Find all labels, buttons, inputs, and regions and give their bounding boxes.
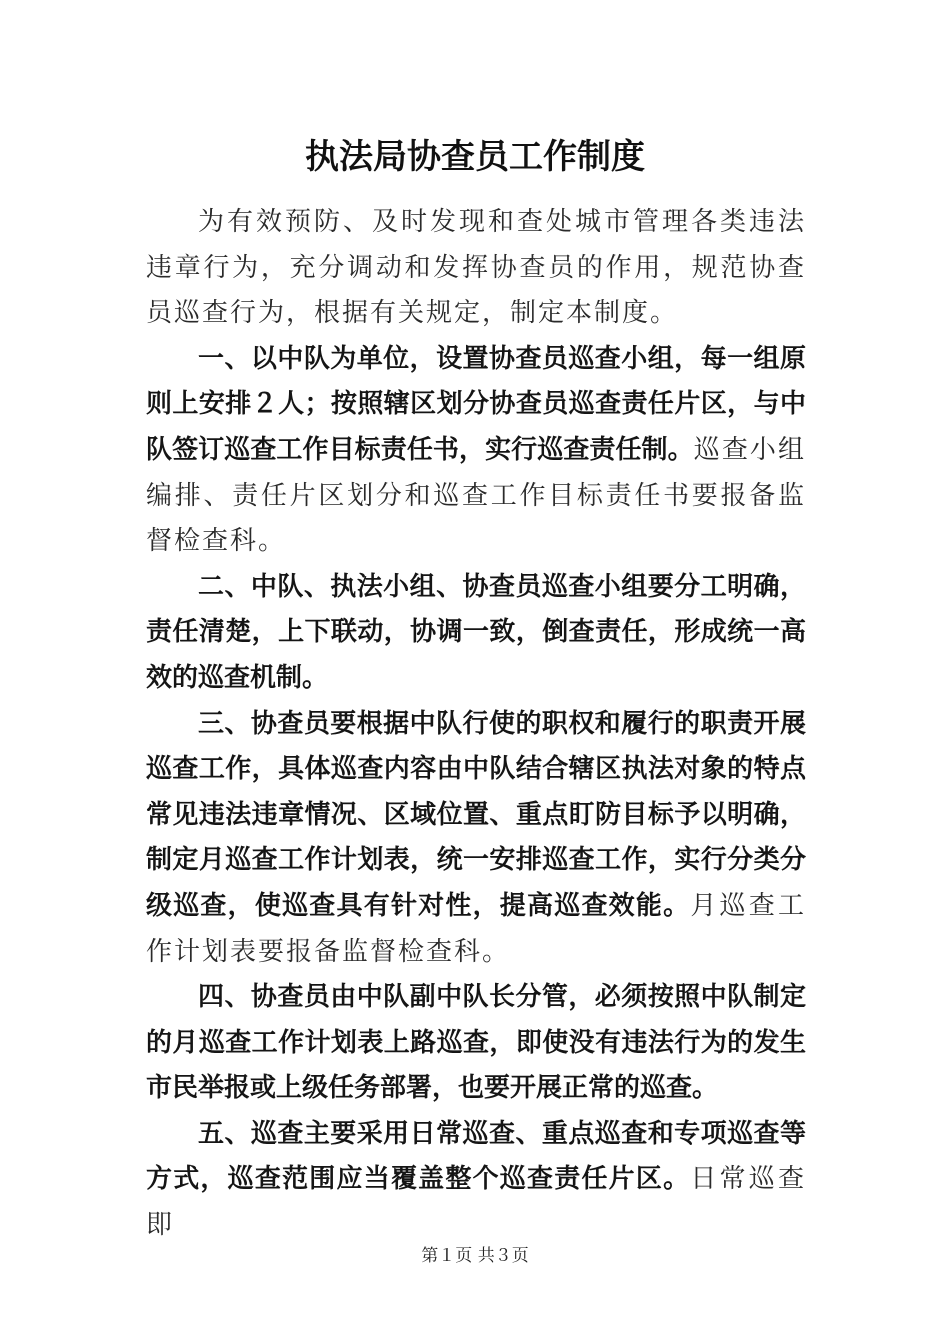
section-3-note: 月巡查工作计划表要报备监督检查科。	[146, 890, 806, 967]
section-3-paragraph	[146, 702, 806, 976]
section-1-main: 一、以中队为单位，设置协查员巡查小组，每一组原则上安排２人；按照辖区划分协查员巡查责任片区，与中队签订巡查工作目标责任书，实行巡查责任制。	[146, 343, 806, 465]
section-4-main: 四、协查员由中队副中队长分管，必须按照中队制定的月巡查工作计划表上路巡查，即使没有违法行为的发生市民举报或上级任务部署，也要开展正常的巡查。	[146, 982, 806, 1104]
document-body	[146, 200, 806, 1249]
section-4-paragraph	[146, 975, 806, 1112]
section-5-main: 五、巡查主要采用日常巡查、重点巡查和专项巡查等方式，巡查范围应当覆盖整个巡查责任片区。	[146, 1118, 806, 1195]
section-5-note: 日常巡查即	[146, 1164, 806, 1241]
section-5-paragraph	[146, 1112, 806, 1249]
section-1-note: 巡查小组编排、责任片区划分和巡查工作目标责任书要报备监督检查科。	[146, 434, 806, 557]
section-2-paragraph	[146, 565, 806, 702]
section-3-main: 三、协查员要根据中队行使的职权和履行的职责开展巡查工作，具体巡查内容由中队结合辖区执法对象的特点常见违法违章情况、区域位置、重点盯防目标予以明确，制定月巡查工作计划表，统一安排巡查工作，实行分类分级巡查，使巡查具有针对性，提高巡查效能。	[146, 708, 806, 921]
intro-paragraph: 为有效预防、及时发现和查处城市管理各类违法违章行为，充分调动和发挥协查员的作用，规范协查员巡查行为，根据有关规定，制定本制度。	[146, 207, 806, 329]
section-1-paragraph	[146, 337, 806, 565]
document-title: 执法局协查员工作制度	[305, 137, 645, 177]
page-footer: 第１页 共３页	[421, 1246, 529, 1266]
section-2-main: 二、中队、执法小组、协查员巡查小组要分工明确，责任清楚，上下联动，协调一致，倒查责任，形成统一高效的巡查机制。	[146, 571, 806, 693]
